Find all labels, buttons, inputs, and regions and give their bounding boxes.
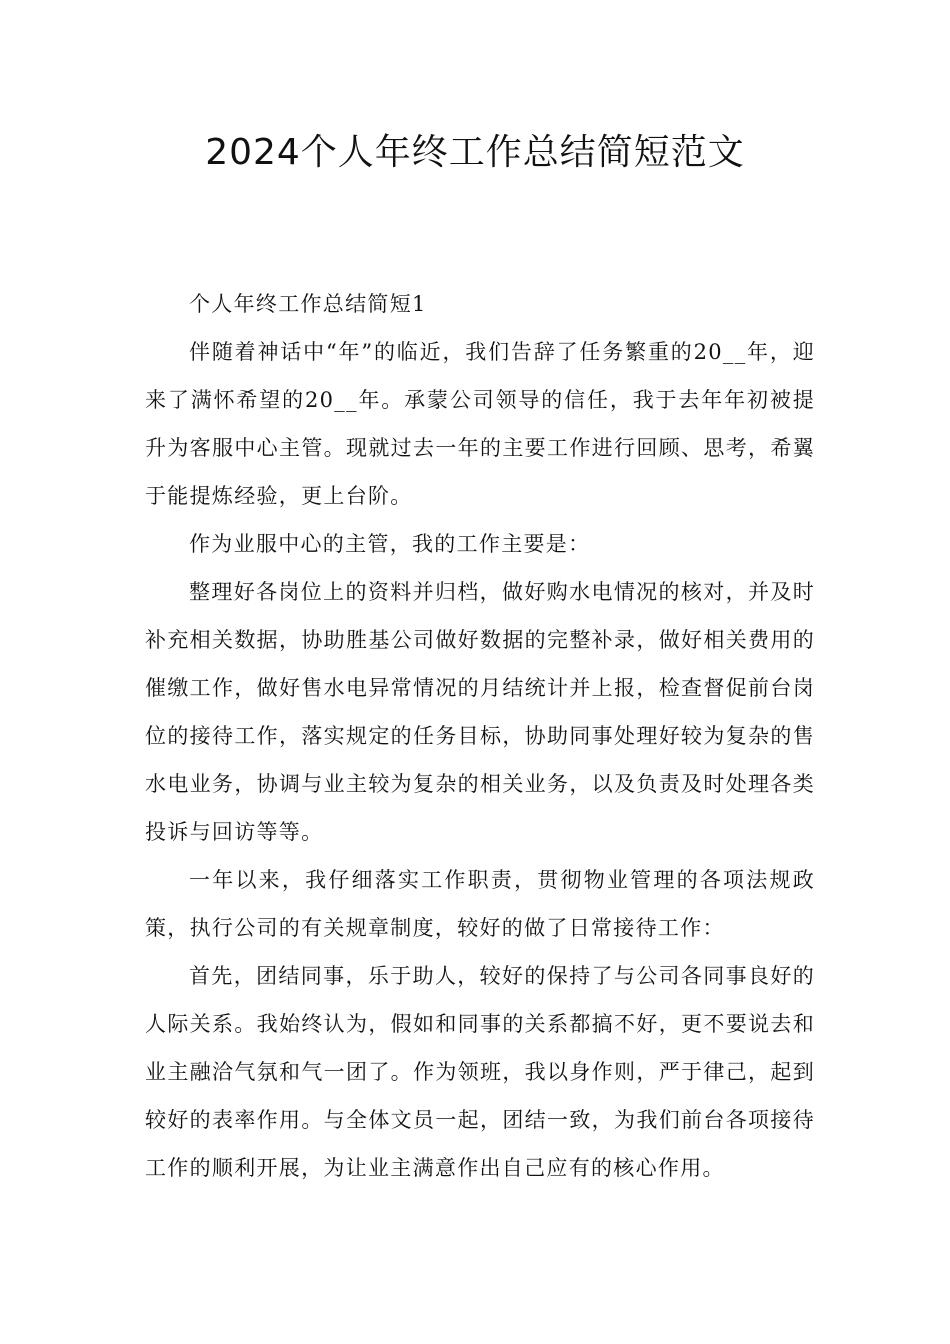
paragraph-duties: 整理好各岗位上的资料并归档，做好购水电情况的核对，并及时补充相关数据，协助胜基公司做好数据的完整补录，做好相关费用的催缴工作，做好售水电异常情况的月结统计并上报，检查督促前台岗位的接待工作，落实规定的任务目标，协助同事处理好较为复杂的售水电业务，协调与业主较为复杂的相关业务，以及负责及时处理各类投诉与回访等等。	[145, 580, 815, 844]
document-title: 2024个人年终工作总结简短范文	[205, 132, 745, 173]
paragraph-intro: 伴随着神话中“年”的临近，我们告辞了任务繁重的20__年，迎来了满怀希望的20__年。承蒙公司领导的信任，我于去年年初被提升为客服中心主管。现就过去一年的主要工作进行回顾、思考，希翼于能提炼经验，更上台阶。	[145, 340, 815, 508]
paragraph-teamwork: 首先，团结同事，乐于助人，较好的保持了与公司各同事良好的人际关系。我始终认为，假如和同事的关系都搞不好，更不要说去和业主融洽气氛和气一团了。作为领班，我以身作则，严于律己，起到较好的表率作用。与全体文员一起，团结一致，为我们前台各项接待工作的顺利开展，为让业主满意作出自己应有的核心作用。	[145, 964, 815, 1180]
document-body	[145, 280, 815, 1192]
paragraph-year-review: 一年以来，我仔细落实工作职责，贯彻物业管理的各项法规政策，执行公司的有关规章制度，较好的做了日常接待工作：	[145, 868, 815, 940]
section-title: 个人年终工作总结简短1	[189, 292, 427, 316]
paragraph-role: 作为业服中心的主管，我的工作主要是：	[189, 532, 591, 556]
